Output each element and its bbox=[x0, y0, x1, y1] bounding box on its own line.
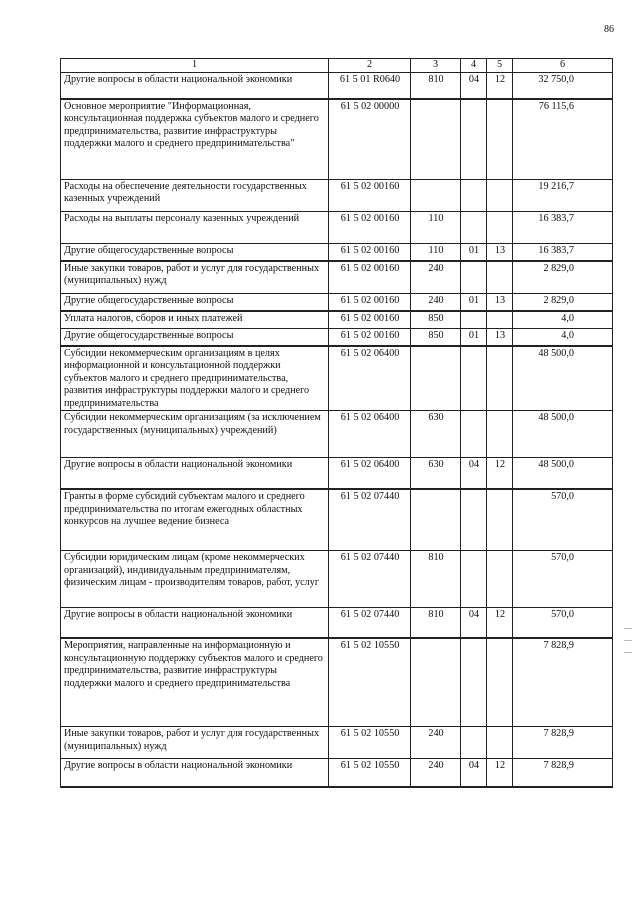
header-cell: 1 bbox=[61, 59, 329, 73]
cell-sum: 570,0 bbox=[513, 489, 613, 551]
cell-pr: 13 bbox=[487, 243, 513, 261]
cell-vr: 850 bbox=[411, 311, 461, 329]
cell-sum: 4,0 bbox=[513, 311, 613, 329]
margin-mark bbox=[624, 640, 632, 641]
cell-pr bbox=[487, 179, 513, 211]
cell-pr bbox=[487, 311, 513, 329]
cell-name: Мероприятия, направленные на информационную и консультационную поддержку субъектов малого и среднего предпринимательства, развитие инфраструктуры поддержки малого и среднего предпринимательства bbox=[61, 638, 329, 727]
cell-code: 61 5 02 00160 bbox=[329, 211, 411, 243]
cell-name: Субсидии некоммерческим организациям в целях информационной и консультационной поддержки субъектов малого и среднего предпринимательства, развития инфраструктуры поддержки малого и среднего предпринимательства bbox=[61, 346, 329, 411]
cell-pr: 12 bbox=[487, 458, 513, 490]
page-number: 86 bbox=[604, 24, 614, 35]
cell-rz: 04 bbox=[461, 608, 487, 639]
cell-pr: 12 bbox=[487, 72, 513, 99]
cell-sum: 570,0 bbox=[513, 608, 613, 639]
table-row bbox=[61, 179, 613, 211]
cell-vr: 810 bbox=[411, 72, 461, 99]
cell-pr bbox=[487, 489, 513, 551]
cell-pr bbox=[487, 211, 513, 243]
cell-code: 61 5 02 00160 bbox=[329, 179, 411, 211]
table-row bbox=[61, 638, 613, 727]
cell-name: Субсидии юридическим лицам (кроме некоммерческих организаций), индивидуальным предпринимателям, физическим лицам - производителям товаров, работ, услуг bbox=[61, 551, 329, 608]
cell-sum: 7 828,9 bbox=[513, 638, 613, 727]
cell-rz: 04 bbox=[461, 458, 487, 490]
cell-rz bbox=[461, 411, 487, 458]
cell-name: Иные закупки товаров, работ и услуг для государственных (муниципальных) нужд bbox=[61, 727, 329, 759]
cell-code: 61 5 02 06400 bbox=[329, 346, 411, 411]
cell-name: Другие общегосударственные вопросы bbox=[61, 293, 329, 311]
cell-code: 61 5 02 06400 bbox=[329, 411, 411, 458]
cell-sum: 16 383,7 bbox=[513, 243, 613, 261]
cell-code: 61 5 02 00160 bbox=[329, 261, 411, 294]
cell-name: Другие вопросы в области национальной экономики bbox=[61, 759, 329, 788]
cell-pr: 12 bbox=[487, 608, 513, 639]
cell-vr bbox=[411, 99, 461, 180]
cell-sum: 7 828,9 bbox=[513, 727, 613, 759]
cell-name: Другие вопросы в области национальной экономики bbox=[61, 608, 329, 639]
cell-vr: 240 bbox=[411, 261, 461, 294]
cell-pr bbox=[487, 551, 513, 608]
cell-name: Гранты в форме субсидий субъектам малого и среднего предпринимательства по итогам ежегодных областных конкурсов на лучшее ведение бизнеса bbox=[61, 489, 329, 551]
cell-name: Иные закупки товаров, работ и услуг для государственных (муниципальных) нужд bbox=[61, 261, 329, 294]
table-row bbox=[61, 99, 613, 180]
cell-sum: 16 383,7 bbox=[513, 211, 613, 243]
table-row bbox=[61, 489, 613, 551]
cell-vr bbox=[411, 489, 461, 551]
cell-code: 61 5 02 10550 bbox=[329, 727, 411, 759]
cell-name: Другие вопросы в области национальной экономики bbox=[61, 458, 329, 490]
cell-sum: 48 500,0 bbox=[513, 411, 613, 458]
cell-name: Основное мероприятие "Информационная, консультационная поддержка субъектов малого и среднего предпринимательства, развитие инфраструктуры поддержки малого и среднего предпринимательства" bbox=[61, 99, 329, 180]
cell-vr: 240 bbox=[411, 293, 461, 311]
cell-rz bbox=[461, 179, 487, 211]
header-cell: 6 bbox=[513, 59, 613, 73]
cell-rz bbox=[461, 211, 487, 243]
budget-table bbox=[60, 58, 613, 788]
cell-rz bbox=[461, 489, 487, 551]
cell-pr bbox=[487, 261, 513, 294]
table-row bbox=[61, 311, 613, 329]
cell-vr: 110 bbox=[411, 243, 461, 261]
cell-vr: 810 bbox=[411, 551, 461, 608]
cell-sum: 32 750,0 bbox=[513, 72, 613, 99]
cell-rz bbox=[461, 346, 487, 411]
cell-rz bbox=[461, 261, 487, 294]
cell-sum: 4,0 bbox=[513, 328, 613, 346]
cell-vr bbox=[411, 179, 461, 211]
cell-pr bbox=[487, 411, 513, 458]
cell-name: Уплата налогов, сборов и иных платежей bbox=[61, 311, 329, 329]
cell-name: Субсидии некоммерческим организациям (за исключением государственных (муниципальных) учреждений) bbox=[61, 411, 329, 458]
cell-vr bbox=[411, 638, 461, 727]
table-row bbox=[61, 72, 613, 99]
table-row bbox=[61, 727, 613, 759]
cell-rz bbox=[461, 551, 487, 608]
cell-code: 61 5 02 00160 bbox=[329, 293, 411, 311]
cell-pr bbox=[487, 727, 513, 759]
header-cell: 3 bbox=[411, 59, 461, 73]
cell-rz bbox=[461, 99, 487, 180]
cell-rz bbox=[461, 638, 487, 727]
table-row bbox=[61, 346, 613, 411]
cell-rz bbox=[461, 311, 487, 329]
cell-code: 61 5 02 07440 bbox=[329, 489, 411, 551]
table-row bbox=[61, 293, 613, 311]
cell-vr: 630 bbox=[411, 458, 461, 490]
cell-sum: 76 115,6 bbox=[513, 99, 613, 180]
table-header-row bbox=[61, 59, 613, 73]
cell-code: 61 5 01 R0640 bbox=[329, 72, 411, 99]
cell-code: 61 5 02 06400 bbox=[329, 458, 411, 490]
cell-pr: 12 bbox=[487, 759, 513, 788]
cell-pr: 13 bbox=[487, 293, 513, 311]
cell-sum: 19 216,7 bbox=[513, 179, 613, 211]
table-row bbox=[61, 608, 613, 639]
cell-rz: 01 bbox=[461, 293, 487, 311]
cell-vr: 110 bbox=[411, 211, 461, 243]
table-row bbox=[61, 261, 613, 294]
cell-rz: 01 bbox=[461, 328, 487, 346]
cell-vr: 630 bbox=[411, 411, 461, 458]
cell-sum: 2 829,0 bbox=[513, 261, 613, 294]
cell-vr: 240 bbox=[411, 759, 461, 788]
cell-sum: 2 829,0 bbox=[513, 293, 613, 311]
cell-rz bbox=[461, 727, 487, 759]
cell-sum: 7 828,9 bbox=[513, 759, 613, 788]
header-cell: 4 bbox=[461, 59, 487, 73]
cell-code: 61 5 02 07440 bbox=[329, 608, 411, 639]
cell-name: Расходы на выплаты персоналу казенных учреждений bbox=[61, 211, 329, 243]
cell-code: 61 5 02 00160 bbox=[329, 328, 411, 346]
cell-code: 61 5 02 10550 bbox=[329, 638, 411, 727]
cell-code: 61 5 02 00160 bbox=[329, 311, 411, 329]
cell-pr bbox=[487, 99, 513, 180]
cell-pr: 13 bbox=[487, 328, 513, 346]
header-cell: 5 bbox=[487, 59, 513, 73]
cell-rz: 01 bbox=[461, 243, 487, 261]
cell-code: 61 5 02 00160 bbox=[329, 243, 411, 261]
cell-sum: 570,0 bbox=[513, 551, 613, 608]
cell-sum: 48 500,0 bbox=[513, 346, 613, 411]
cell-name: Расходы на обеспечение деятельности государственных казенных учреждений bbox=[61, 179, 329, 211]
margin-mark bbox=[624, 628, 632, 629]
table-row bbox=[61, 551, 613, 608]
table-row bbox=[61, 458, 613, 490]
cell-rz: 04 bbox=[461, 759, 487, 788]
table-row bbox=[61, 328, 613, 346]
cell-name: Другие вопросы в области национальной экономики bbox=[61, 72, 329, 99]
cell-vr: 810 bbox=[411, 608, 461, 639]
cell-rz: 04 bbox=[461, 72, 487, 99]
table-row bbox=[61, 211, 613, 243]
cell-code: 61 5 02 10550 bbox=[329, 759, 411, 788]
table-row bbox=[61, 759, 613, 788]
cell-pr bbox=[487, 346, 513, 411]
cell-vr: 240 bbox=[411, 727, 461, 759]
cell-code: 61 5 02 07440 bbox=[329, 551, 411, 608]
cell-name: Другие общегосударственные вопросы bbox=[61, 328, 329, 346]
table-row bbox=[61, 411, 613, 458]
cell-code: 61 5 02 00000 bbox=[329, 99, 411, 180]
header-cell: 2 bbox=[329, 59, 411, 73]
cell-vr: 850 bbox=[411, 328, 461, 346]
margin-mark bbox=[624, 652, 632, 653]
cell-name: Другие общегосударственные вопросы bbox=[61, 243, 329, 261]
cell-pr bbox=[487, 638, 513, 727]
table-row bbox=[61, 243, 613, 261]
cell-sum: 48 500,0 bbox=[513, 458, 613, 490]
cell-vr bbox=[411, 346, 461, 411]
